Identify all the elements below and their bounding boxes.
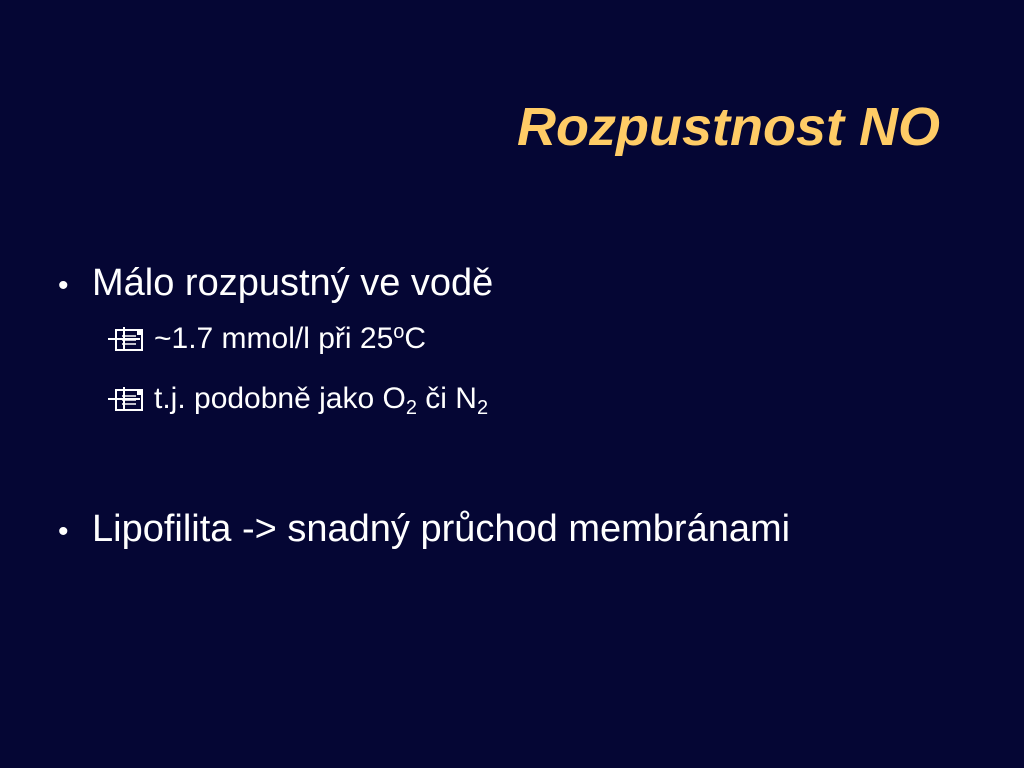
bullet-marker: • <box>58 515 69 548</box>
bullet-text: Lipofilita -> snadný průchod membránami <box>92 508 791 550</box>
note-icon <box>106 325 146 353</box>
slide-title: Rozpustnost NO <box>517 97 940 157</box>
sub-bullet-text: t.j. podobně jako $O_2$ či $N_2$ <box>154 382 489 419</box>
bullet-item-2 <box>58 508 790 551</box>
sub-bullet-item-2 <box>106 382 489 419</box>
bullet-text: Málo rozpustný ve vodě <box>92 262 494 304</box>
bullet-item-1 <box>58 262 493 305</box>
note-icon <box>106 385 146 413</box>
sub-bullet-item-1 <box>106 322 426 356</box>
sub-bullet-text: ~1.7 mmol/l při 25$^o$C <box>154 321 427 355</box>
bullet-marker: • <box>58 269 69 302</box>
